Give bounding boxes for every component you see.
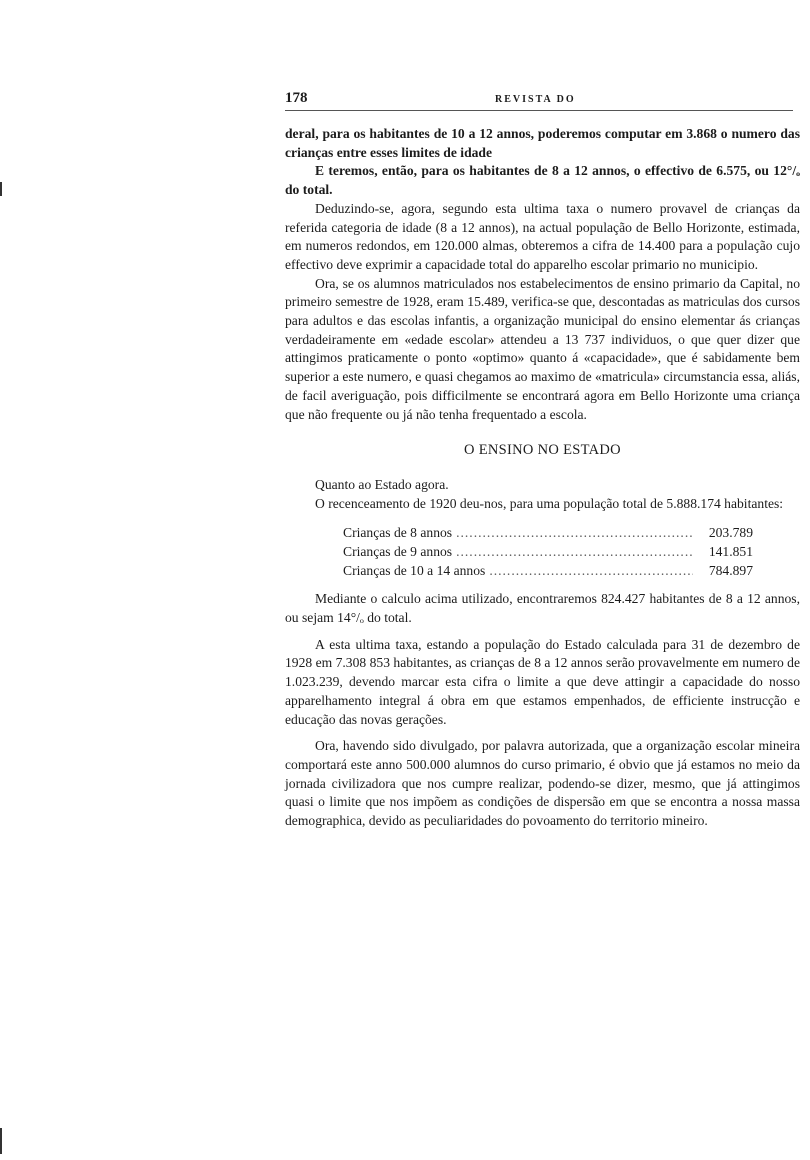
paragraph: Quanto ao Estado agora. bbox=[315, 476, 449, 492]
paragraph: Deduzindo-se, agora, segundo esta ultima taxa o numero provavel de crianças da referida categoria de idade (8 a 12 annos), na actual população de Bello Horizonte, estimada, em numeros redondos, em 120.000 almas, obteremos a cifra de 14.400 para a população cujo effectivo deve exprimir a capacidade total do apparelho escolar primario no municipio. bbox=[285, 200, 800, 272]
dot-leader bbox=[456, 542, 693, 561]
header-rule bbox=[285, 110, 793, 111]
section-title: O ENSINO NO ESTADO bbox=[464, 442, 621, 459]
paragraph: A esta ultima taxa, estando a população do Estado calculada para 31 de dezembro de 1928 em 7.308 853 habitantes, as crianças de 8 a 12 annos serão provavelmente em numero de 1.023.239, devendo marcar esta cifra o limite a que deve attingir a capacidade do nosso apparelhamento integral á obra em que estamos empenhados, de efficiente instrucção e educação das novas gerações. bbox=[285, 636, 800, 727]
running-head: REVISTA DO bbox=[495, 94, 576, 105]
paragraph: E teremos, então, para os habitantes de 8 a 12 annos, o effectivo de 6.575, ou 12°/ₒ do total. bbox=[285, 163, 800, 198]
left-margin-mark bbox=[0, 182, 2, 196]
census-label: Crianças de 10 a 14 annos bbox=[343, 563, 486, 579]
paragraph-continued: deral, para os habitantes de 10 a 12 annos, poderemos computar em 3.868 o numero das crianças entre esses limites de idade bbox=[285, 126, 800, 160]
paragraph-gap bbox=[285, 729, 800, 737]
paragraph: Mediante o calculo acima utilizado, encontraremos 824.427 habitantes de 8 a 12 annos, ou sejam 14°/ₒ do total. bbox=[285, 591, 800, 626]
census-label: Crianças de 9 annos bbox=[343, 544, 453, 560]
paragraph: Ora, havendo sido divulgado, por palavra autorizada, que a organização escolar mineira comportará este anno 500.000 alumnos do curso primario, é obvio que já estamos no meio da jornada civilizadora que nos cumpre realizar, podendo-se dizer, mesmo, que já attingimos quasi o limite que nos impõem as condições de dispersão em que se encontra a nossa massa demographica, devido as peculiaridades do povoamento do territorio mineiro. bbox=[285, 738, 800, 829]
paragraph: O recenceamento de 1920 deu-nos, para uma população total de 5.888.174 habitantes: bbox=[315, 495, 784, 511]
left-margin-mark-lower bbox=[0, 1128, 2, 1154]
paragraph: Ora, se os alumnos matriculados nos estabelecimentos de ensino primario da Capital, no primeiro semestre de 1928, eram 15.489, verifica-se que, descontadas as matriculas dos cursos para adultos e das escolas infantis, a organização municipal do ensino elementar ás crianças verdadeiramente em «edade escolar» attendeu a 13 737 individuos, o que quer dizer que attingimos praticamente o ponto «optimo» quanto á «capacidade», que é sabidamente bem superior a este numero, e quasi chegamos ao maximo de «matricula» circumstancia essa, aliás, de facil averiguação, pois difficilmente se encontrará agora em Bello Horizonte uma criança que não frequente ou já não tenha frequentado a escola. bbox=[285, 275, 800, 422]
census-label: Crianças de 8 annos bbox=[343, 525, 453, 541]
census-value: 203.789 bbox=[708, 525, 753, 541]
document-page bbox=[285, 90, 800, 831]
census-row bbox=[343, 542, 753, 561]
census-value: 784.897 bbox=[708, 563, 753, 579]
dot-leader bbox=[456, 523, 693, 542]
census-row bbox=[343, 523, 753, 542]
body-text bbox=[285, 125, 800, 831]
dot-leader bbox=[489, 561, 693, 580]
paragraph-gap bbox=[285, 628, 800, 636]
census-row bbox=[343, 561, 753, 580]
census-table bbox=[343, 523, 753, 580]
census-value: 141.851 bbox=[708, 544, 753, 560]
page-header bbox=[285, 90, 800, 110]
page-number: 178 bbox=[285, 90, 308, 106]
